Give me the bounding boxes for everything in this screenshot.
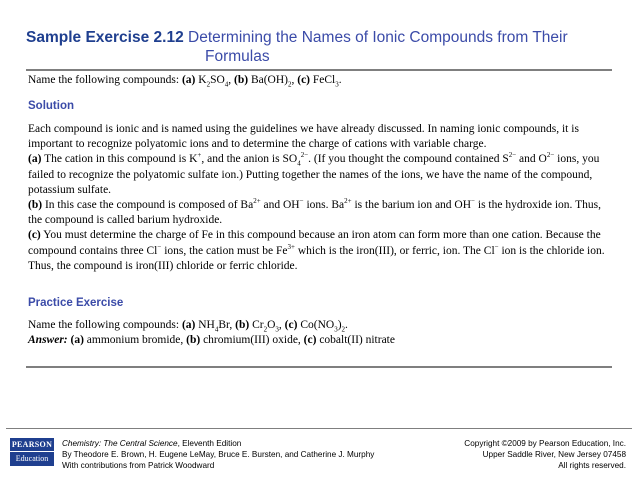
exercise-title-line2: Formulas [205, 48, 270, 65]
content-divider [26, 366, 612, 368]
book-title: Chemistry: The Central Science [62, 439, 178, 448]
contributors: With contributions from Patrick Woodward [62, 461, 215, 470]
solution-body: Each compound is ionic and is named using the guidelines we have already discussed. In naming ionic compounds, it is important to recognize polyatomic ions and to determine the charge of cations with variable charge. (a) The cation in this compound is K+, and the anion is $SO_4^{2-}$. (If you thought the compound contained $S^{2-}$ and $O^{2-}$ ions, you failed to recognize the polyatomic sulfate ion.) Putting together the names of the ions, we have the name of the compound, potassium sulfate. (b) In this case the compound is composed of $Ba^{2+}$ and OH− ions. $Ba^{2+}$ is the barium ion and OH− is the hydroxide ion. Thus, the compound is called barium hydroxide. (c) You must determine the charge of Fe in this compound because an iron atom can form more than one cation. Because the compound contains three Cl− ions, the cation must be $Fe^{3+}$ which is the iron(III), or ferric, ion. The Cl− ion is the chloride ion. Thus, the compound is iron(III) chloride or ferric chloride. [28, 123, 605, 272]
exercise-number: Sample Exercise 2.12 [26, 29, 184, 46]
problem-statement: Name the following compounds: (a) $K_2SO_4$, (b) $Ba(OH)_2$, (c) FeCl$_3$. [28, 74, 342, 89]
authors: By Theodore E. Brown, H. Eugene LeMay, Bruce E. Bursten, and Catherine J. Murphy [62, 450, 375, 459]
pearson-logo: PEARSON Education [10, 438, 54, 466]
solution-intro: Each compound is ionic and is named using the guidelines we have already discussed. In naming ionic compounds, it is important to recognize polyatomic ions and to determine the charge of cations with variable charge. [28, 123, 579, 151]
book-credits: Chemistry: The Central Science, Eleventh Edition By Theodore E. Brown, H. Eugene LeMay, Bruce E. Bursten, and Catherine J. Murphy With contributions from Patrick Woodward [62, 439, 375, 470]
copyright: Copyright ©2009 by Pearson Education, Inc. Upper Saddle River, New Jersey 07458 All rights reserved. [464, 439, 626, 470]
slide-title [26, 28, 616, 66]
exercise-title: Determining the Names of Ionic Compounds from Their [188, 29, 568, 46]
footer [0, 432, 638, 478]
practice-heading: Practice Exercise [28, 297, 124, 309]
practice-body: Name the following compounds: (a) $NH_4Br$, (b) $Cr_2O_3$, (c) $Co(NO_3)_2$. Answer: (a) ammonium bromide, (b) chromium(III) oxide, (c) cobalt(II) nitrate [28, 319, 395, 347]
solution-heading: Solution [28, 100, 74, 112]
title-divider [26, 69, 612, 71]
footer-divider [6, 428, 632, 429]
answer-label: Answer: [28, 334, 68, 347]
